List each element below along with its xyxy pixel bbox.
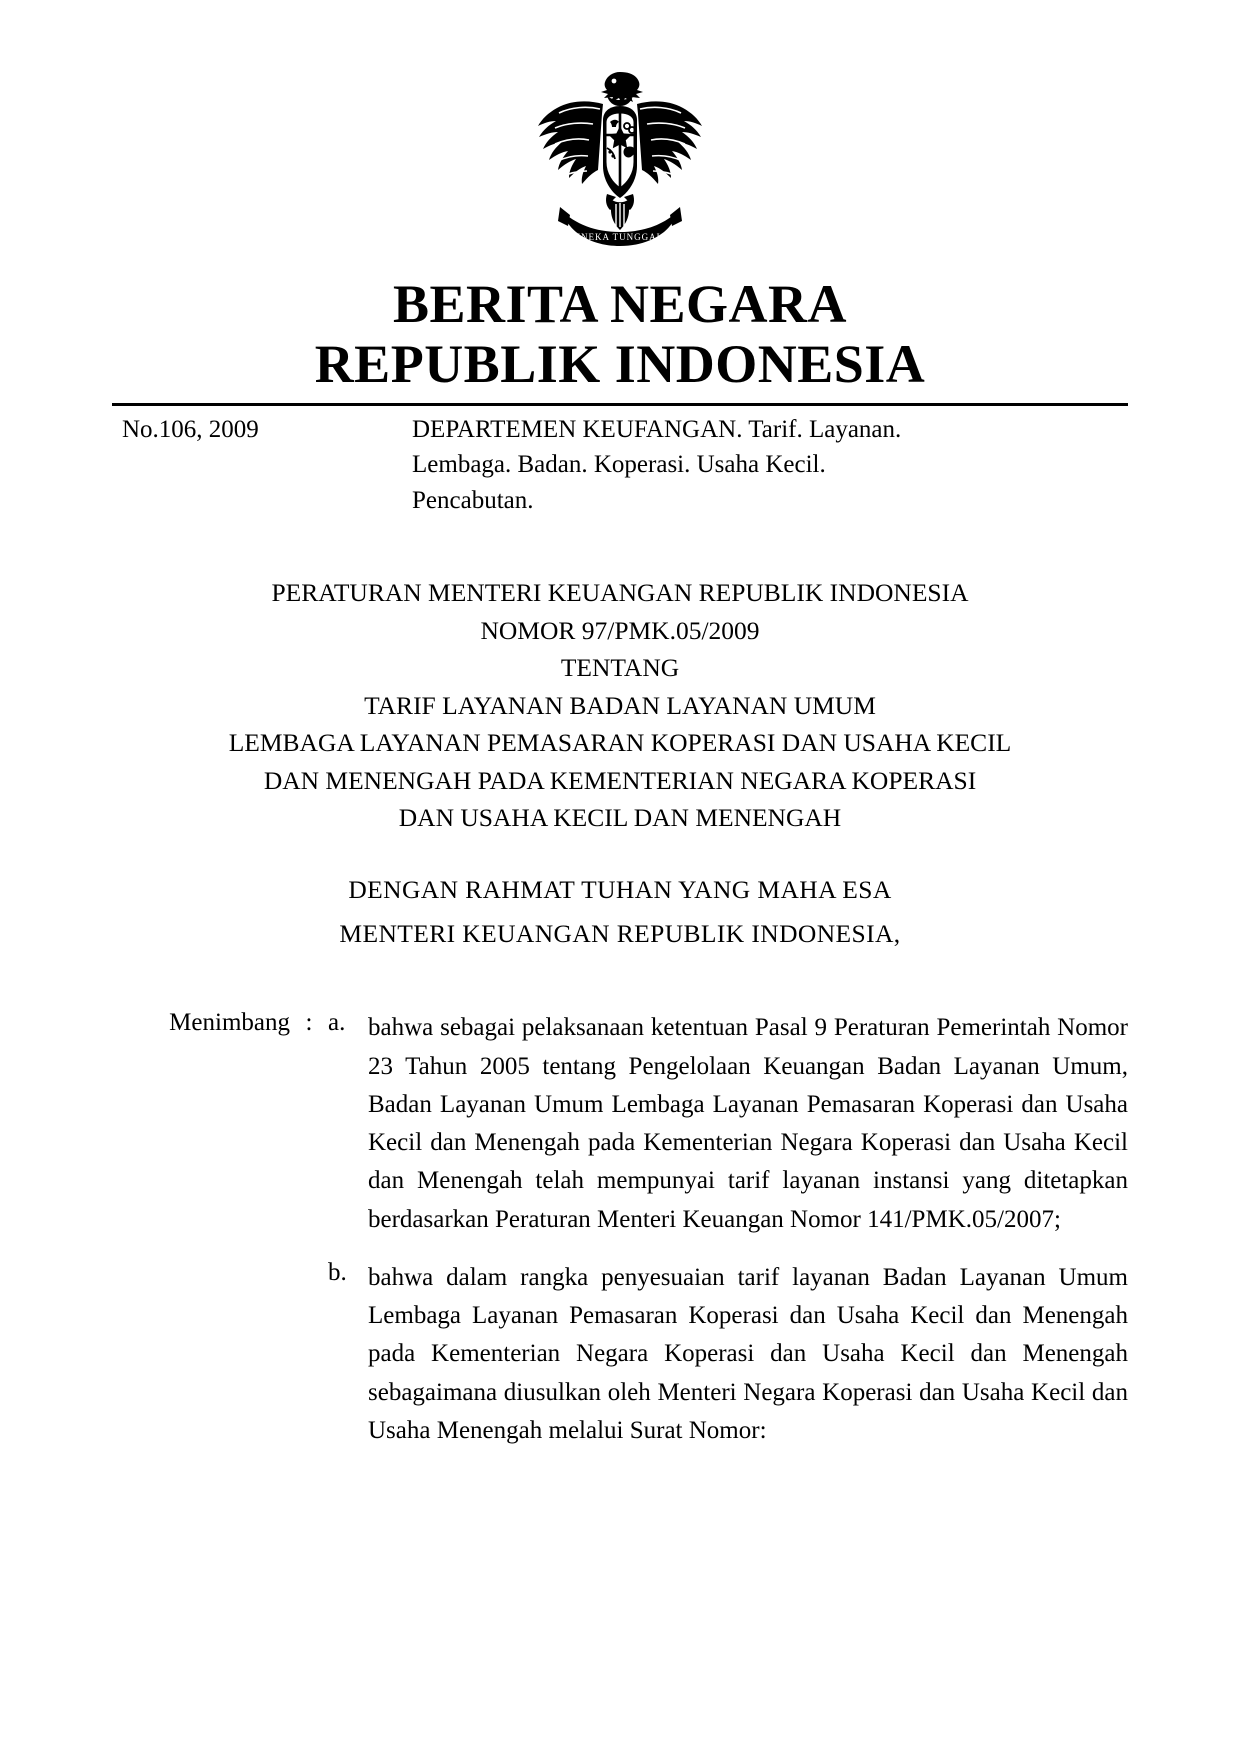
gazette-number: No.106, 2009 [122, 415, 259, 443]
descriptor-line: DEPARTEMEN KEUFANGAN. Tarif. Layanan. [412, 415, 902, 443]
masthead-line-1: BERITA NEGARA [392, 274, 848, 334]
considering-section [112, 1009, 1128, 1470]
title-line: DAN MENENGAH PADA KEMENTERIAN NEGARA KOPERASI [263, 765, 977, 795]
gazette-descriptor [412, 412, 1128, 519]
masthead [112, 274, 1128, 395]
descriptor-line: Pencabutan. [412, 486, 534, 514]
title-line: DAN USAHA KECIL DAN MENENGAH [398, 803, 842, 833]
considering-items [328, 1009, 1128, 1470]
list-item-marker: b. [328, 1258, 347, 1286]
invocation-block [112, 871, 1128, 954]
list-item [328, 1009, 1128, 1239]
masthead-line-2: REPUBLIK INDONESIA [314, 334, 926, 395]
regulation-title [112, 574, 1128, 836]
list-item [328, 1259, 1128, 1450]
title-line: TENTANG [560, 653, 680, 683]
list-item-text: bahwa sebagai pelaksanaan ketentuan Pasal 9 Peraturan Pemerintah Nomor 23 Tahun 2005 tentang Pengelolaan Keuangan Badan Layanan Umum, Badan Layanan Umum Lembaga Layanan Pemasaran Koperasi dan Usaha Kecil dan Menengah pada Kementerian Negara Koperasi dan Usaha Kecil dan Menengah telah mempunyai tarif layanan instansi yang ditetapkan berdasarkan Peraturan Menteri Keuangan Nomor 141/PMK.05/2007; [368, 1014, 1128, 1233]
considering-colon: : [305, 1009, 313, 1037]
descriptor-line: Lembaga. Badan. Koperasi. Usaha Kecil. [412, 451, 826, 479]
title-line: LEMBAGA LAYANAN PEMASARAN KOPERASI DAN USAHA KECIL [228, 728, 1012, 758]
title-line: PERATURAN MENTERI KEUANGAN REPUBLIK INDONESIA [271, 578, 969, 608]
list-item-text: bahwa dalam rangka penyesuaian tarif layanan Badan Layanan Umum Lembaga Layanan Pemasaran Koperasi dan Usaha Kecil dan Menengah pada Kementerian Negara Koperasi dan Usaha Kecil dan Menengah sebagaimana diusulkan oleh Menteri Negara Koperasi dan Usaha Kecil dan Usaha Menengah melalui Surat Nomor: [368, 1263, 1128, 1444]
considering-label: Menimbang [169, 1009, 290, 1037]
emblem-container [112, 60, 1128, 272]
invocation-line-2: MENTERI KEUANGAN REPUBLIK INDONESIA, [339, 919, 901, 949]
svg-text:BHINNEKA TUNGGAL IKA: BHINNEKA TUNGGAL IKA [555, 232, 685, 242]
title-line: NOMOR 97/PMK.05/2009 [480, 615, 760, 645]
garuda-pancasila-emblem [515, 60, 725, 265]
considering-row [112, 1009, 1128, 1470]
meta-row [112, 412, 1128, 519]
masthead-divider [112, 403, 1128, 406]
title-line: TARIF LAYANAN BADAN LAYANAN UMUM [364, 690, 876, 720]
invocation-line-1: DENGAN RAHMAT TUHAN YANG MAHA ESA [348, 874, 892, 904]
list-item-marker: a. [328, 1009, 346, 1037]
